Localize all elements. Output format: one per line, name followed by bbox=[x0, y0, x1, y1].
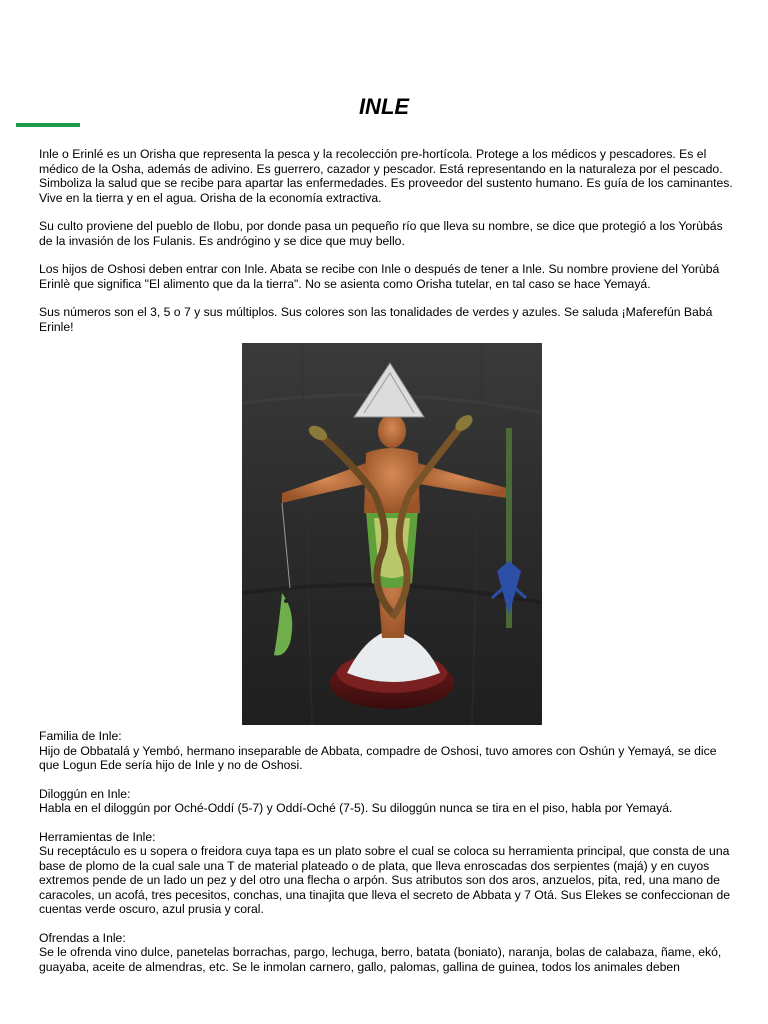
intro-text bbox=[39, 147, 739, 334]
herramientas-heading: Herramientas de Inle: bbox=[39, 829, 156, 844]
diloggun-body: Habla en el diloggún por Oché-Oddí (5-7) y Oddí-Oché (7-5). Su diloggún nunca se tira en el piso, habla por Yemayá. bbox=[39, 801, 673, 815]
familia-heading: Familia de Inle: bbox=[39, 729, 122, 743]
intro-paragraph-2: Su culto proviene del pueblo de Ilobu, por donde pasa un pequeño río que lleva su nombre, se dice que protegió a los Yorùbás de la invasión de los Fulanis. Es andrógino y se dice que muy bello. bbox=[39, 219, 723, 248]
intro-paragraph-3: Los hijos de Oshosi deben entrar con Inle. Abata se recibe con Inle o después de tener a Inle. Su nombre proviene del Yorùbá Erinlè que significa "El alimento que da la tierra". No se asienta como Orisha tutelar, en tal caso se hace Yemayá. bbox=[39, 262, 720, 291]
page-title: INLE bbox=[358, 94, 410, 119]
familia-body: Hijo de Obbatalá y Yembó, hermano inseparable de Abbata, compadre de Oshosi, tuvo amores con Oshún y Yemayá, se dice que Logun Ede sería hijo de Inle y no de Oshosi. bbox=[39, 743, 717, 772]
green-accent-rule bbox=[16, 123, 80, 127]
herramientas-body: Su receptáculo es u sopera o freidora cuya tapa es un plato sobre el cual se coloca su herramienta principal, que consta de una base de plomo de la cual sale una T de material plateado o de plata, que lleva enroscadas dos serpientes (majá) y en cuyos extremos pende de un lado un pez y del otro una flecha o arpón. Sus atributos son dos aros, anzuelos, pita, red, una mano de caracoles, un acofá, tres pecesitos, conchas, una tinajita que lleva el secreto de Abbata y 7 Otá. Sus Elekes se confeccionan de cuentas verde oscuro, azul prusia y coral. bbox=[39, 844, 731, 916]
ofrendas-heading: Ofrendas a Inle: bbox=[39, 930, 126, 945]
inle-statue-photo bbox=[242, 343, 542, 725]
ofrendas-body: Se le ofrenda vino dulce, panetelas borrachas, pargo, lechuga, berro, batata (boniato), naranja, bolas de calabaza, ñame, ekó, guayaba, aceite de almendras, etc. Se le inmolan carnero, gallo, palomas, gallina de guinea, todos los animales deben bbox=[39, 945, 722, 974]
diloggun-heading: Diloggún en Inle: bbox=[39, 786, 131, 801]
details-text bbox=[39, 729, 739, 974]
intro-paragraph-4: Sus números son el 3, 5 o 7 y sus múltiplos. Sus colores son las tonalidades de verdes y azules. Se saluda ¡Maferefún Babá Erinle! bbox=[39, 305, 713, 334]
intro-paragraph-1: Inle o Erinlé es un Orisha que representa la pesca y la recolección pre-hortícola. Protege a los médicos y pescadores. Es el médico de la Osha, además de adivino. Es guerrero, cazador y pescador. Está representando en la naturaleza por el pescado. Simboliza la salud que se recibe para apartar las enfermedades. Es proveedor del sustento humano. Es guía de los caminantes. Vive en la tierra y en el agua. Orisha de la economía extractiva. bbox=[39, 147, 733, 205]
